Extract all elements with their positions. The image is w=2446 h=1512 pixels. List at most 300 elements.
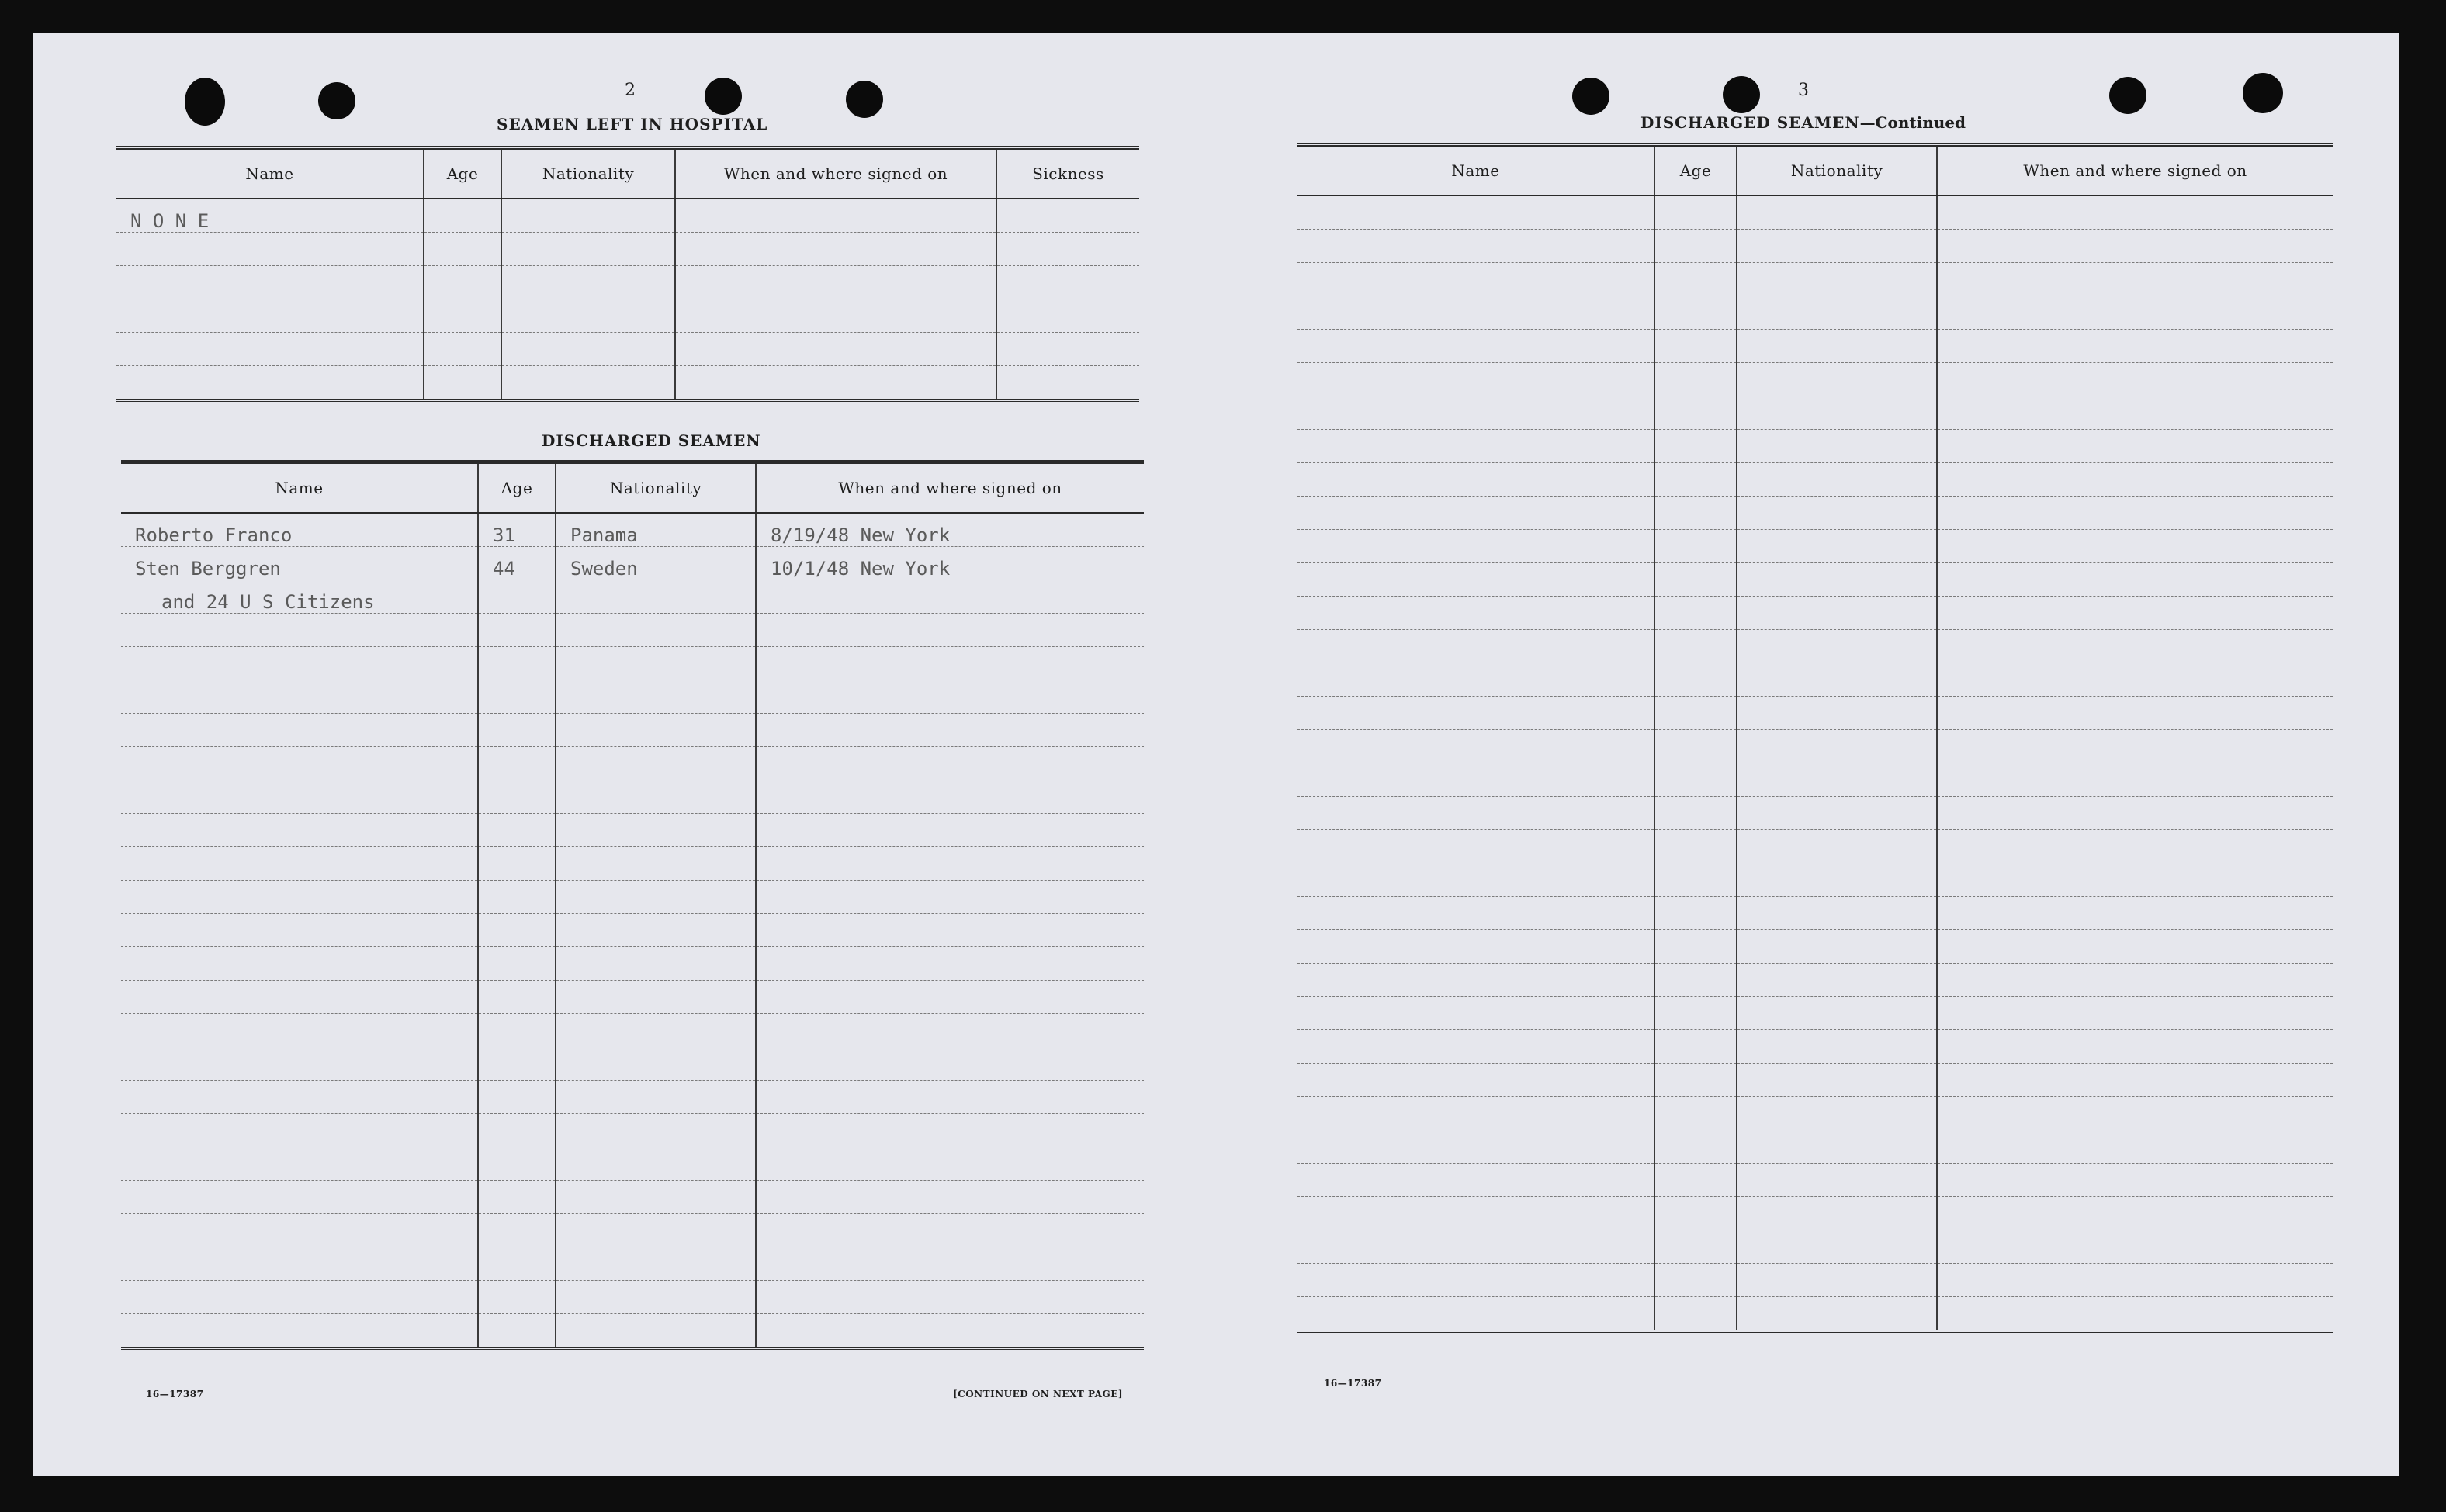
table-row: [116, 333, 1139, 366]
hospital-table: [116, 146, 1139, 402]
form-code-left: 16—17387: [146, 1389, 204, 1400]
table-cell: [556, 1147, 756, 1181]
table-cell: [756, 647, 1144, 680]
table-cell: [1737, 1064, 1937, 1097]
table-cell: [1297, 863, 1654, 897]
punch-hole: [185, 78, 225, 126]
table-cell: [1654, 897, 1737, 930]
table-cell: [756, 1214, 1144, 1247]
column-header: Nationality: [501, 148, 675, 199]
table-cell: [1297, 497, 1654, 530]
table-cell: [1297, 830, 1654, 863]
table-cell: [478, 1314, 556, 1349]
table-cell: [478, 714, 556, 747]
table-row: [121, 647, 1144, 680]
table-cell: [1654, 1130, 1737, 1164]
table-row: [1297, 530, 2333, 563]
table-cell: [1654, 1030, 1737, 1064]
table-cell: [1297, 396, 1654, 430]
table-cell: [478, 981, 556, 1014]
table-cell: [1937, 1097, 2333, 1130]
table-cell: Sten Berggren: [121, 547, 478, 580]
table-cell: [1297, 964, 1654, 997]
table-row: [1297, 1130, 2333, 1164]
table-cell: [478, 947, 556, 981]
table-cell: [756, 1114, 1144, 1147]
table-cell: [1937, 630, 2333, 663]
punch-hole: [1572, 78, 1609, 115]
table-cell: [1737, 1230, 1937, 1264]
table-cell: [756, 1181, 1144, 1214]
table-row: [1297, 597, 2333, 630]
table-cell: [1937, 530, 2333, 563]
table-cell: [675, 199, 996, 233]
table-cell: [1737, 296, 1937, 330]
table-row: [121, 547, 1144, 580]
table-row: [1297, 964, 2333, 997]
table-cell: [1297, 997, 1654, 1030]
table-cell: [1654, 1230, 1737, 1264]
table-row: [121, 1081, 1144, 1114]
table-cell: [1737, 763, 1937, 797]
table-cell: [1937, 697, 2333, 730]
table-cell: Roberto Franco: [121, 513, 478, 547]
table-cell: [1654, 830, 1737, 863]
table-cell: [424, 333, 501, 366]
table-cell: [556, 1281, 756, 1314]
table-cell: [1654, 530, 1737, 563]
table-cell: 10/1/48 New York: [756, 547, 1144, 580]
table-cell: [1654, 1164, 1737, 1197]
table-row: [121, 1047, 1144, 1081]
column-header: When and where signed on: [756, 462, 1144, 514]
table-row: [1297, 1197, 2333, 1230]
table-cell: [121, 1281, 478, 1314]
table-cell: [1937, 1030, 2333, 1064]
discharged-section-title: DISCHARGED SEAMEN: [542, 431, 761, 450]
table-row: [1297, 1097, 2333, 1130]
table-cell: [121, 1314, 478, 1349]
table-row: [1297, 497, 2333, 530]
table-cell: [556, 647, 756, 680]
table-cell: [1937, 1064, 2333, 1097]
table-cell: [756, 881, 1144, 914]
table-cell: [1737, 830, 1937, 863]
table-cell: and 24 U S Citizens: [121, 580, 478, 614]
table-cell: [478, 647, 556, 680]
table-cell: [121, 914, 478, 947]
table-cell: [996, 333, 1139, 366]
table-row: [121, 1014, 1144, 1047]
table-row: [116, 199, 1139, 233]
table-cell: [1297, 363, 1654, 396]
table-cell: [1297, 1230, 1654, 1264]
table-cell: [756, 680, 1144, 714]
table-cell: [756, 1147, 1144, 1181]
table-cell: [556, 1247, 756, 1281]
table-cell: [121, 1047, 478, 1081]
table-cell: [1654, 1097, 1737, 1130]
discharged-continued-table: [1297, 143, 2333, 1333]
table-row: [1297, 1064, 2333, 1097]
table-cell: [1654, 263, 1737, 296]
table-row: [121, 1314, 1144, 1349]
document-sheet: [33, 33, 2399, 1476]
table-cell: [1297, 663, 1654, 697]
table-row: [116, 299, 1139, 333]
table-cell: [1297, 1130, 1654, 1164]
table-cell: [1297, 195, 1654, 230]
table-row: [121, 847, 1144, 881]
table-cell: 31: [478, 513, 556, 547]
table-cell: [1737, 964, 1937, 997]
table-cell: [1737, 563, 1937, 597]
table-cell: [1654, 497, 1737, 530]
table-cell: [756, 1047, 1144, 1081]
table-cell: [478, 680, 556, 714]
table-cell: [1654, 863, 1737, 897]
table-row: [1297, 730, 2333, 763]
table-cell: [1297, 1164, 1654, 1197]
table-cell: [756, 780, 1144, 814]
table-row: [1297, 663, 2333, 697]
table-cell: [1297, 630, 1654, 663]
discharged-table: [121, 460, 1144, 1350]
table-row: [116, 266, 1139, 299]
table-row: [1297, 230, 2333, 263]
table-cell: [556, 1047, 756, 1081]
table-cell: [756, 914, 1144, 947]
table-cell: [116, 333, 424, 366]
table-cell: [1737, 1097, 1937, 1130]
table-cell: [121, 1181, 478, 1214]
table-row: [116, 233, 1139, 266]
table-cell: [424, 299, 501, 333]
table-cell: [756, 814, 1144, 847]
table-cell: [1297, 230, 1654, 263]
table-cell: [675, 366, 996, 401]
table-cell: [1937, 396, 2333, 430]
table-cell: [1654, 930, 1737, 964]
table-cell: [1737, 230, 1937, 263]
table-cell: [1937, 730, 2333, 763]
table-cell: [1937, 296, 2333, 330]
table-cell: [121, 747, 478, 780]
table-cell: [1937, 1264, 2333, 1297]
table-cell: [556, 580, 756, 614]
table-cell: [478, 614, 556, 647]
table-cell: [1654, 396, 1737, 430]
table-cell: [1937, 1197, 2333, 1230]
table-cell: [1737, 195, 1937, 230]
table-cell: [1737, 630, 1937, 663]
punch-hole: [2243, 73, 2283, 113]
column-header: Name: [1297, 145, 1654, 196]
table-cell: N O N E: [116, 199, 424, 233]
table-cell: [478, 814, 556, 847]
table-cell: [1937, 230, 2333, 263]
table-cell: [756, 614, 1144, 647]
table-cell: [756, 947, 1144, 981]
table-cell: [1937, 497, 2333, 530]
table-row: [121, 981, 1144, 1014]
table-cell: [756, 1081, 1144, 1114]
table-cell: [1937, 1230, 2333, 1264]
table-cell: Panama: [556, 513, 756, 547]
table-row: [121, 881, 1144, 914]
table-row: [1297, 1164, 2333, 1197]
table-row: [121, 747, 1144, 780]
table-cell: [756, 747, 1144, 780]
table-cell: [478, 1281, 556, 1314]
table-cell: [1937, 830, 2333, 863]
table-cell: [1654, 296, 1737, 330]
table-cell: [501, 266, 675, 299]
continued-title-main: DISCHARGED SEAMEN: [1640, 113, 1860, 132]
table-cell: [121, 1147, 478, 1181]
table-cell: [1297, 697, 1654, 730]
table-cell: [1737, 1130, 1937, 1164]
column-header: When and where signed on: [675, 148, 996, 199]
table-cell: [556, 847, 756, 881]
table-cell: [1737, 1030, 1937, 1064]
table-row: [1297, 863, 2333, 897]
table-row: [121, 714, 1144, 747]
table-cell: [1937, 997, 2333, 1030]
table-cell: [1937, 363, 2333, 396]
table-cell: [1737, 897, 1937, 930]
table-cell: [556, 881, 756, 914]
column-header: Sickness: [996, 148, 1139, 199]
table-cell: [556, 947, 756, 981]
table-cell: [756, 981, 1144, 1014]
table-cell: [1297, 1297, 1654, 1332]
punch-hole: [318, 82, 355, 119]
table-row: [121, 680, 1144, 714]
table-row: [121, 513, 1144, 547]
table-cell: [1937, 263, 2333, 296]
table-cell: [756, 1281, 1144, 1314]
table-cell: [116, 299, 424, 333]
table-cell: [556, 981, 756, 1014]
table-cell: [121, 947, 478, 981]
table-row: [1297, 997, 2333, 1030]
table-cell: [1737, 730, 1937, 763]
table-cell: 44: [478, 547, 556, 580]
table-cell: [501, 366, 675, 401]
table-cell: [1297, 797, 1654, 830]
table-cell: [556, 1014, 756, 1047]
table-row: [1297, 830, 2333, 863]
punch-hole: [2109, 77, 2146, 114]
column-header: Nationality: [556, 462, 756, 514]
table-cell: [478, 1181, 556, 1214]
punch-hole: [1723, 76, 1760, 113]
table-cell: [1654, 663, 1737, 697]
table-cell: [996, 299, 1139, 333]
table-cell: [1297, 897, 1654, 930]
continued-title-suffix: —Continued: [1859, 113, 1966, 132]
table-cell: [1654, 730, 1737, 763]
table-row: [1297, 930, 2333, 964]
table-row: [1297, 1297, 2333, 1332]
column-header: Age: [1654, 145, 1737, 196]
table-cell: [756, 847, 1144, 881]
table-cell: [1654, 964, 1737, 997]
table-row: [121, 1281, 1144, 1314]
table-row: [1297, 363, 2333, 396]
table-cell: [478, 1047, 556, 1081]
table-cell: 8/19/48 New York: [756, 513, 1144, 547]
table-cell: [1937, 863, 2333, 897]
table-cell: [121, 647, 478, 680]
table-row: [1297, 330, 2333, 363]
table-cell: [1654, 597, 1737, 630]
table-cell: [1297, 763, 1654, 797]
continued-section-title: [1640, 113, 1966, 132]
table-cell: [121, 814, 478, 847]
table-row: [121, 780, 1144, 814]
table-cell: [1654, 1297, 1737, 1332]
table-cell: [424, 266, 501, 299]
table-cell: [1937, 597, 2333, 630]
table-cell: [121, 680, 478, 714]
table-row: [1297, 897, 2333, 930]
table-cell: [424, 199, 501, 233]
table-cell: [1297, 1064, 1654, 1097]
table-cell: [1937, 330, 2333, 363]
table-cell: [1737, 997, 1937, 1030]
table-cell: [1654, 230, 1737, 263]
table-cell: [1737, 597, 1937, 630]
table-cell: [675, 233, 996, 266]
table-row: [121, 947, 1144, 981]
table-cell: [1654, 563, 1737, 597]
table-row: [1297, 763, 2333, 797]
table-cell: [424, 366, 501, 401]
table-cell: [1937, 663, 2333, 697]
table-cell: [1297, 530, 1654, 563]
page-number-right: 3: [1798, 81, 1809, 100]
table-row: [1297, 1264, 2333, 1297]
table-cell: [1737, 1264, 1937, 1297]
table-row: [121, 614, 1144, 647]
table-cell: [1737, 1164, 1937, 1197]
table-cell: [1737, 797, 1937, 830]
table-cell: [756, 580, 1144, 614]
table-cell: [1297, 1197, 1654, 1230]
table-cell: [116, 233, 424, 266]
table-cell: [1737, 663, 1937, 697]
table-cell: [1937, 964, 2333, 997]
table-row: [121, 914, 1144, 947]
table-row: [1297, 195, 2333, 230]
table-cell: [675, 299, 996, 333]
table-cell: [1737, 930, 1937, 964]
table-cell: [116, 266, 424, 299]
continued-note: [CONTINUED ON NEXT PAGE]: [953, 1389, 1124, 1400]
table-cell: [1297, 1030, 1654, 1064]
table-cell: [121, 881, 478, 914]
table-cell: [1737, 1197, 1937, 1230]
table-cell: [121, 1014, 478, 1047]
table-row: [121, 1147, 1144, 1181]
table-row: [116, 366, 1139, 401]
table-cell: [1737, 697, 1937, 730]
table-cell: [1654, 1264, 1737, 1297]
table-cell: [1297, 330, 1654, 363]
table-cell: [1737, 497, 1937, 530]
table-row: [1297, 396, 2333, 430]
table-row: [121, 1114, 1144, 1147]
table-cell: [478, 1114, 556, 1147]
hospital-section-title: SEAMEN LEFT IN HOSPITAL: [497, 115, 768, 133]
table-row: [121, 580, 1144, 614]
table-cell: [1297, 296, 1654, 330]
table-cell: [1297, 263, 1654, 296]
punch-hole: [705, 78, 742, 115]
column-header: Nationality: [1737, 145, 1937, 196]
table-cell: [478, 580, 556, 614]
table-cell: [478, 747, 556, 780]
table-cell: [756, 1247, 1144, 1281]
table-cell: [478, 881, 556, 914]
table-cell: [424, 233, 501, 266]
table-row: [1297, 463, 2333, 497]
table-cell: [1654, 997, 1737, 1030]
table-cell: [1937, 563, 2333, 597]
table-cell: [1937, 897, 2333, 930]
table-cell: [1937, 463, 2333, 497]
table-cell: [478, 1147, 556, 1181]
table-cell: [478, 1014, 556, 1047]
table-cell: [1654, 463, 1737, 497]
form-code-right: 16—17387: [1324, 1378, 1382, 1389]
table-row: [1297, 263, 2333, 296]
table-cell: [1654, 195, 1737, 230]
table-cell: [1297, 1097, 1654, 1130]
table-cell: [1297, 730, 1654, 763]
table-cell: [1737, 330, 1937, 363]
table-cell: [478, 780, 556, 814]
table-row: [121, 1214, 1144, 1247]
table-cell: [478, 847, 556, 881]
table-cell: [501, 333, 675, 366]
table-cell: [1654, 697, 1737, 730]
table-cell: [501, 199, 675, 233]
table-cell: [1297, 430, 1654, 463]
table-cell: [556, 1081, 756, 1114]
table-cell: [478, 1081, 556, 1114]
table-cell: [556, 1314, 756, 1349]
table-cell: [556, 1114, 756, 1147]
table-row: [1297, 430, 2333, 463]
page-number-left: 2: [625, 81, 636, 100]
table-row: [1297, 563, 2333, 597]
table-cell: [121, 1214, 478, 1247]
table-row: [121, 814, 1144, 847]
table-cell: [1654, 797, 1737, 830]
table-row: [1297, 630, 2333, 663]
table-cell: [996, 266, 1139, 299]
table-cell: [1737, 863, 1937, 897]
table-cell: [996, 233, 1139, 266]
table-row: [1297, 697, 2333, 730]
table-cell: [121, 714, 478, 747]
table-cell: [675, 266, 996, 299]
table-cell: [121, 847, 478, 881]
table-cell: [1297, 1264, 1654, 1297]
